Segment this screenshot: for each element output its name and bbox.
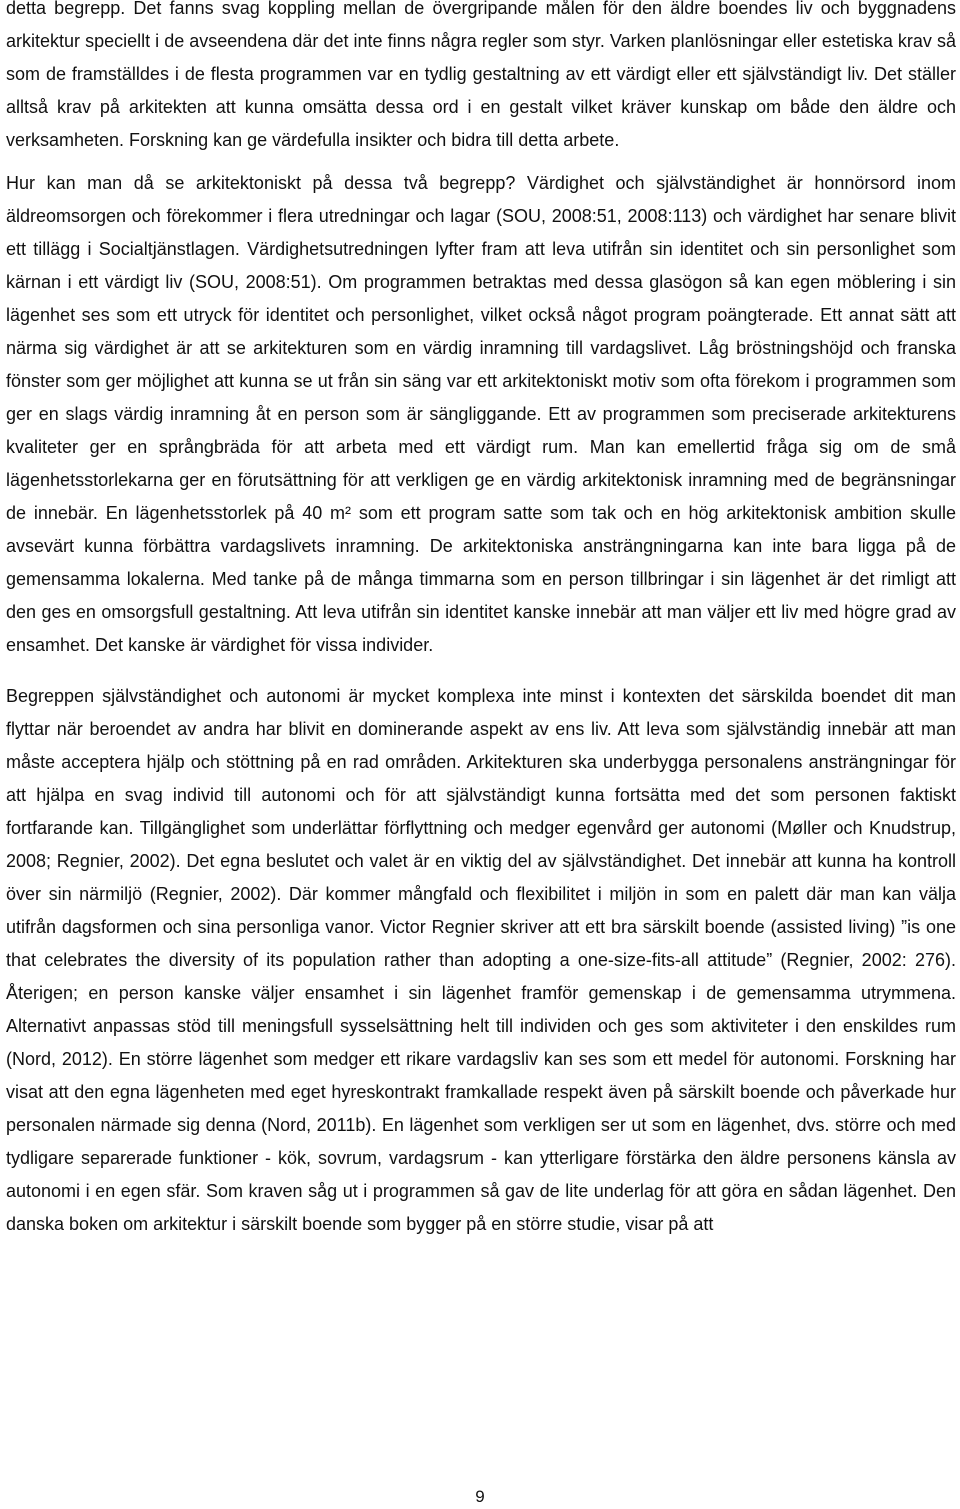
page-number: 9	[475, 1487, 485, 1506]
paragraph: Hur kan man då se arkitektoniskt på dessa två begrepp? Värdighet och självständighet är honnörsord inom äldreomsorgen och förekommer i flera utredningar och lagar (SOU, 2008:51, 2008:113) och värdighet har senare blivit ett tillägg i Socialtjänstlagen. Värdighetsutredningen lyfter fram att leva utifrån sin identitet och sin personlighet som kärnan i ett värdigt liv (SOU, 2008:51). Om programmen betraktas med dessa glasögon så kan egen möblering i sin lägenhet ses som ett utryck för identitet och personlighet, vilket också något program poängterade. Ett annat sätt att närma sig värdighet är att se arkitekturen som en värdig inramning till vardagslivet. Låg bröstningshöjd och franska fönster som ger möjlighet att kunna se ut från sin säng var ett arkitektoniskt motiv som ofta förekom i programmen som ger en slags värdig inramning åt en person som är sängliggande. Ett av programmen som preciserade arkitekturens kvaliteter ger en språngbräda för att arbeta med ett värdigt rum. Man kan emellertid fråga sig om de små lägenhetsstorlekarna ger en förutsättning för att verkligen ge en värdig arkitektonisk inramning med de begränsningar de innebär. En lägenhetsstorlek på 40 m² som ett program satte som tak och en hög arkitektonisk ambition skulle avsevärt kunna förbättra vardagslivets inramning. De arkitektoniska ansträngningarna kan inte bara ligga på de gemensamma lokalerna. Med tanke på de många timmarna som en person tillbringar i sin lägenhet är det rimligt att den ges en omsorgsfull gestaltning. Att leva utifrån sin identitet kanske innebär att man väljer ett liv med högre grad av ensamhet. Det kanske är värdighet för vissa individer.	[6, 173, 956, 655]
paragraph: Begreppen självständighet och autonomi är mycket komplexa inte minst i kontexten det särskilda boendet dit man flyttar när beroendet av andra har blivit en dominerande aspekt av ens liv. Att leva som självständig innebär att man måste acceptera hjälp och stöttning på en rad områden. Arkitekturen ska underbygga personalens ansträngningar för att hjälpa en svag individ till autonomi och för att självständigt kunna fortsätta med det som personen faktiskt fortfarande kan. Tillgänglighet som underlättar förflyttning och medger egenvård ger autonomi (Møller och Knudstrup, 2008; Regnier, 2002). Det egna beslutet och valet är en viktig del av självständighet. Det innebär att kunna ha kontroll över sin närmiljö (Regnier, 2002). Där kommer mångfald och flexibilitet i miljön in som en palett där man kan välja utifrån dagsformen och sina personliga vanor. Victor Regnier skriver att ett bra särskilt boende (assisted living) ”is one that celebrates the diversity of its population rather than adopting a one-size-fits-all attitude” (Regnier, 2002: 276). Återigen; en person kanske väljer ensamhet i sin lägenhet framför gemenskap i de gemensamma utrymmena. Alternativt anpassas stöd till meningsfull sysselsättning helt till individen och ges som aktiviteter i den enskildes rum (Nord, 2012). En större lägenhet som medger ett rikare vardagsliv kan ses som ett medel för autonomi. Forskning har visat att den egna lägenheten med eget hyreskontrakt framkallade respekt även på särskilt boende och påverkade hur personalen närmade sig denna (Nord, 2011b). En lägenhet som verkligen ser ut som en lägenhet, dvs. större och med tydligare separerade funktioner - kök, sovrum, vardagsrum - kan ytterligare förstärka den äldre personens känsla av autonomi i en egen sfär. Som kraven såg ut i programmen så gav de lite underlag för att göra en sådan lägenhet. Den danska boken om arkitektur i särskilt boende som bygger på en större studie, visar på att	[6, 686, 956, 1234]
paragraph: detta begrepp. Det fanns svag koppling mellan de övergripande målen för den äldre boendes liv och byggnadens arkitektur speciellt i de avseendena där det inte finns några regler som styr. Varken planlösningar eller estetiska krav så som de framställdes i de flesta programmen var en tydlig gestaltning av ett värdigt eller ett självständigt liv. Det ställer alltså krav på arkitekten att kunna omsätta dessa ord i en gestalt vilket kräver kunskap om både den äldre och verksamheten. Forskning kan ge värdefulla insikter och bidra till detta arbete.	[6, 0, 956, 150]
document-page	[6, 0, 956, 1241]
